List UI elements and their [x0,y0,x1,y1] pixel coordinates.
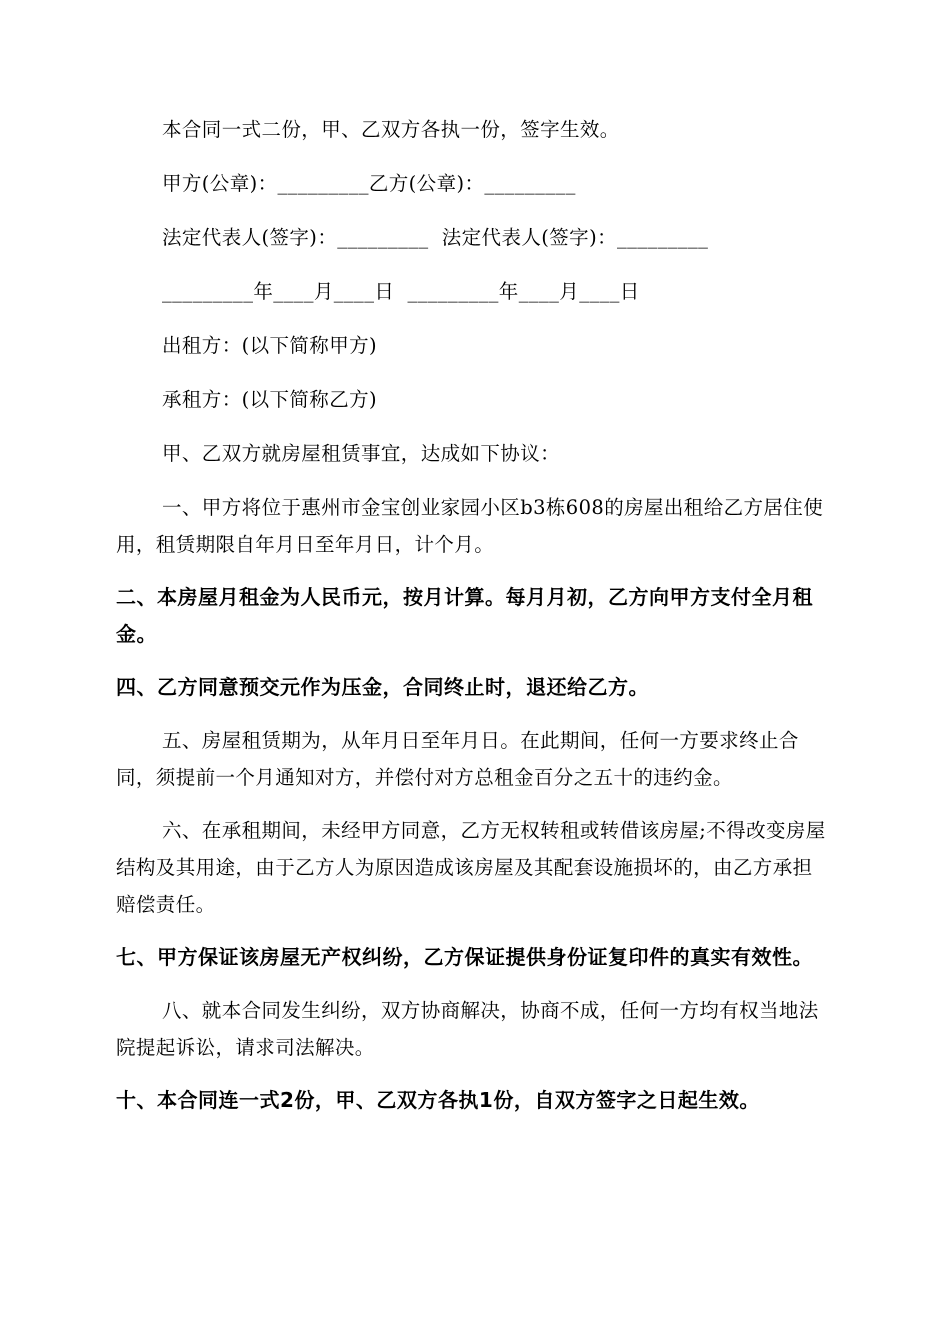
clause-1: 一、甲方将位于惠州市金宝创业家园小区b3栋608的房屋出租给乙方居住使用，租赁期限自年月日至年月日，计个月。 [116,496,824,556]
lessee-line: 承租方：(以下简称乙方) [162,388,378,411]
agreement-intro: 甲、乙双方就房屋租赁事宜，达成如下协议： [162,442,561,465]
clause-6: 六、在承租期间，未经甲方同意，乙方无权转租或转借该房屋;不得改变房屋结构及其用途，由于乙方人为原因造成该房屋及其配套设施损坏的，由乙方承担赔偿责任。 [116,819,826,916]
clause-5: 五、房屋租赁期为，从年月日至年月日。在此期间，任何一方要求终止合同，须提前一个月通知对方，并偿付对方总租金百分之五十的违约金。 [116,729,799,789]
copies-line: 本合同一式二份，甲、乙双方各执一份，签字生效。 [162,118,620,141]
clause-10: 十、本合同连一式2份，甲、乙双方各执1份，自双方签字之日起生效。 [116,1088,760,1112]
lessor-line: 出租方：(以下简称甲方) [162,334,378,357]
clause-8: 八、就本合同发生纠纷，双方协商解决，协商不成，任何一方均有权当地法院提起诉讼，请求司法解决。 [116,999,819,1059]
clause-2: 二、本房屋月租金为人民币元，按月计算。每月月初，乙方向甲方支付全月租金。 [116,585,813,646]
seal-line: 甲方(公章)：_________乙方(公章)：_________ [162,172,576,195]
representative-signature-line: 法定代表人(签字)：_________ 法定代表人(签字)：_________ [162,226,709,249]
clause-7: 七、甲方保证该房屋无产权纠纷，乙方保证提供身份证复印件的真实有效性。 [116,945,813,969]
date-line: _________年____月____日 _________年____月____日 [162,280,640,303]
clause-4: 四、乙方同意预交元作为压金，合同终止时，退还给乙方。 [116,675,649,699]
